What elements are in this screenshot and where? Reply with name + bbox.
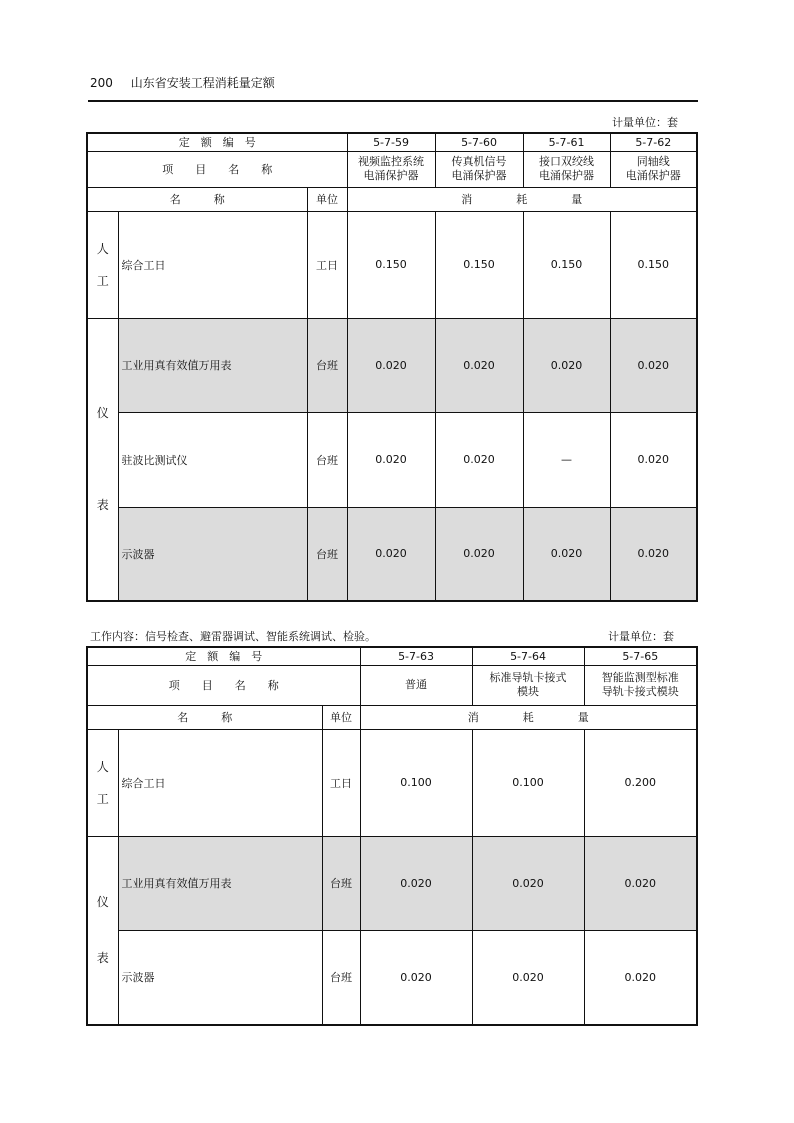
consumption-label: 消 耗 量 (347, 187, 697, 211)
name-unit-header-row (87, 187, 697, 211)
column-name (435, 151, 523, 187)
column-name-line2: 电涌保护器 (625, 169, 681, 182)
cell-value: 0.020 (472, 836, 584, 930)
item-name-row (87, 665, 697, 705)
table-row (87, 318, 697, 412)
column-name-line2: 电涌保护器 (539, 169, 595, 182)
cell-value: 0.020 (523, 507, 610, 601)
row-unit: 工日 (322, 729, 360, 836)
table-row (87, 412, 697, 507)
category-char: 人 (96, 241, 109, 256)
column-name-line1: 智能监测型标准 (601, 671, 679, 684)
cell-value: 0.200 (584, 729, 697, 836)
cell-value: 0.020 (472, 930, 584, 1025)
table-row (87, 930, 697, 1025)
row-unit: 台班 (322, 930, 360, 1025)
column-name-line1: 传真机信号 (451, 155, 507, 168)
book-title: 山东省安装工程消耗量定额 (130, 76, 275, 90)
category-char: 工 (96, 273, 109, 288)
column-name (523, 151, 610, 187)
cell-value: 0.150 (523, 211, 610, 318)
quota-table-1 (86, 132, 698, 602)
category-char: 表 (96, 498, 109, 513)
cell-value: 0.020 (435, 507, 523, 601)
item-name-row (87, 151, 697, 187)
category-labor (87, 211, 118, 318)
column-name-line2: 模块 (517, 685, 540, 698)
category-instrument (87, 836, 118, 1025)
unit-label: 单位 (322, 705, 360, 729)
category-char: 人 (96, 759, 109, 774)
name-unit-header-row (87, 705, 697, 729)
column-name-line1: 视频监控系统 (358, 155, 425, 168)
cell-value: 0.020 (347, 412, 435, 507)
category-char: 仪 (96, 406, 109, 421)
category-char: 工 (96, 791, 109, 806)
table-row (87, 729, 697, 836)
cell-value: 0.020 (435, 412, 523, 507)
cell-value: 0.020 (347, 507, 435, 601)
cell-value: 0.020 (523, 318, 610, 412)
column-code: 5-7-62 (610, 133, 697, 151)
row-unit: 工日 (307, 211, 347, 318)
header-rule (88, 100, 698, 102)
page-header (90, 74, 275, 91)
cell-value: 0.020 (584, 930, 697, 1025)
cell-value: 0.020 (347, 318, 435, 412)
cell-value: 0.150 (610, 211, 697, 318)
column-code: 5-7-61 (523, 133, 610, 151)
column-name-line2: 导轨卡接式模块 (601, 685, 679, 698)
item-label: 项 目 名 称 (87, 665, 360, 705)
cell-value: — (523, 412, 610, 507)
column-name (610, 151, 697, 187)
table-row (87, 211, 697, 318)
cell-value: 0.020 (584, 836, 697, 930)
cell-value: 0.150 (435, 211, 523, 318)
column-name-line2: 电涌保护器 (363, 169, 419, 182)
code-label: 定 额 编 号 (87, 647, 360, 665)
row-name: 示波器 (118, 930, 322, 1025)
cell-value: 0.150 (347, 211, 435, 318)
column-code: 5-7-59 (347, 133, 435, 151)
row-unit: 台班 (307, 412, 347, 507)
quota-table-2 (86, 646, 698, 1026)
row-unit: 台班 (307, 318, 347, 412)
row-name: 示波器 (118, 507, 307, 601)
cell-value: 0.020 (610, 507, 697, 601)
cell-value: 0.100 (360, 729, 472, 836)
column-code: 5-7-65 (584, 647, 697, 665)
work-content: 工作内容：信号检查、避雷器调试、智能系统调试、检验。 (90, 630, 376, 643)
unit-label: 单位 (307, 187, 347, 211)
name-label: 名 称 (87, 705, 322, 729)
table1-unit-note: 计量单位：套 (612, 116, 678, 129)
category-char: 仪 (96, 895, 109, 910)
code-row (87, 647, 697, 665)
category-char: 表 (96, 951, 109, 966)
cell-value: 0.020 (435, 318, 523, 412)
column-name-line2: 电涌保护器 (451, 169, 507, 182)
code-row (87, 133, 697, 151)
column-name-line1: 标准导轨卡接式 (489, 671, 567, 684)
column-name-line1: 接口双绞线 (539, 155, 595, 168)
cell-value: 0.100 (472, 729, 584, 836)
consumption-label: 消 耗 量 (360, 705, 697, 729)
cell-value: 0.020 (360, 930, 472, 1025)
column-name (360, 665, 472, 705)
table2-unit-note: 计量单位：套 (608, 630, 674, 643)
column-name (472, 665, 584, 705)
row-unit: 台班 (322, 836, 360, 930)
column-code: 5-7-63 (360, 647, 472, 665)
row-unit: 台班 (307, 507, 347, 601)
name-label: 名 称 (87, 187, 307, 211)
column-name (347, 151, 435, 187)
code-label: 定 额 编 号 (87, 133, 347, 151)
cell-value: 0.020 (610, 318, 697, 412)
item-label: 项 目 名 称 (87, 151, 347, 187)
row-name: 驻波比测试仪 (118, 412, 307, 507)
table-row (87, 836, 697, 930)
column-code: 5-7-60 (435, 133, 523, 151)
category-instrument (87, 318, 118, 601)
row-name: 综合工日 (118, 729, 322, 836)
category-labor (87, 729, 118, 836)
row-name: 工业用真有效值万用表 (118, 836, 322, 930)
column-name-line1: 普通 (405, 678, 428, 691)
column-name-line1: 同轴线 (636, 155, 670, 168)
page-number: 200 (90, 76, 113, 90)
table-row (87, 507, 697, 601)
row-name: 工业用真有效值万用表 (118, 318, 307, 412)
column-code: 5-7-64 (472, 647, 584, 665)
column-name (584, 665, 697, 705)
row-name: 综合工日 (118, 211, 307, 318)
cell-value: 0.020 (610, 412, 697, 507)
cell-value: 0.020 (360, 836, 472, 930)
